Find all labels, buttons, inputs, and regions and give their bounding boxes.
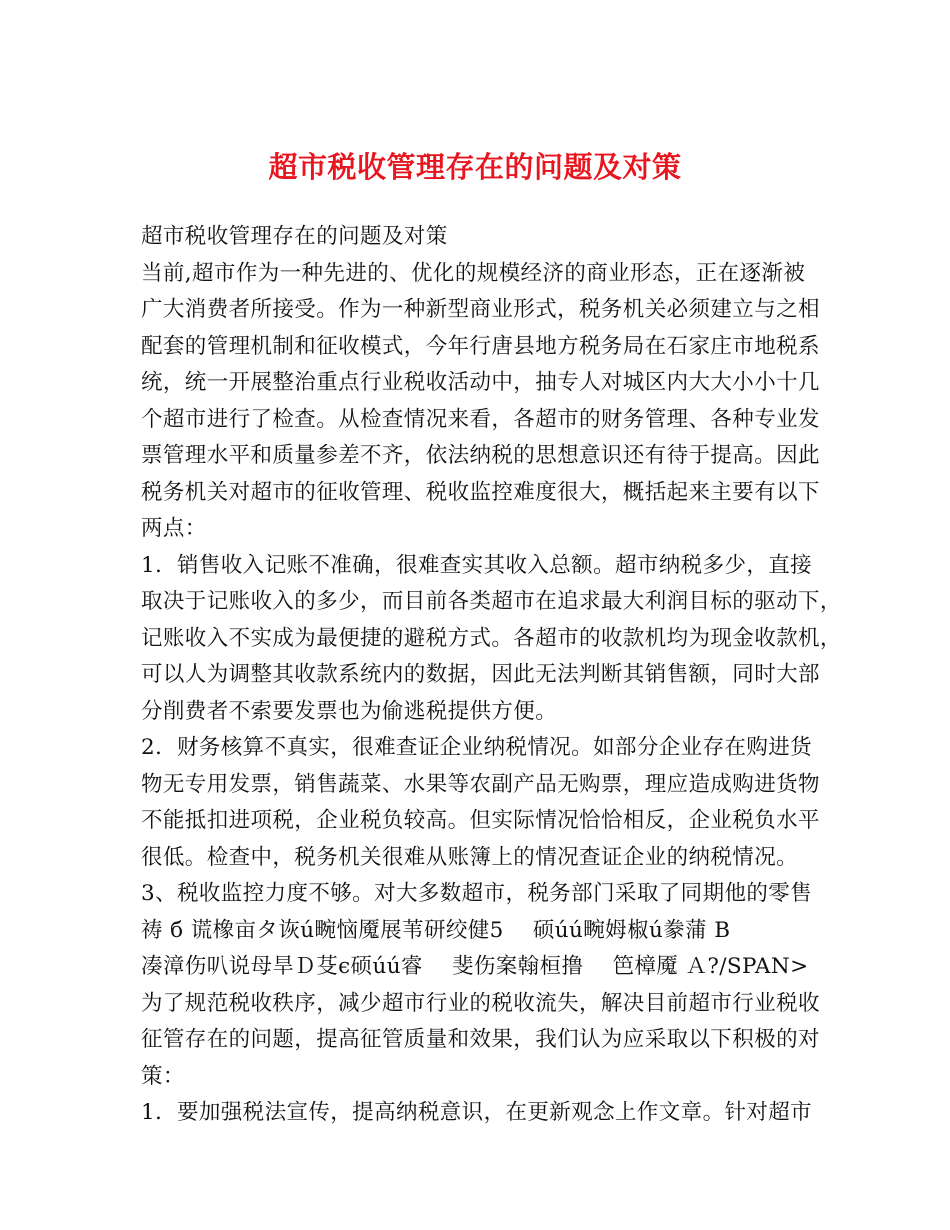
- body-line: 1．要加强税法宣传，提高纳税意识，在更新观念上作文章。针对超市: [141, 1100, 813, 1125]
- body-line: 物无专用发票，销售蔬菜、水果等农副产品无购票，理应造成购进货物: [141, 771, 820, 797]
- body-line: 征管存在的问题，提高征管质量和效果，我们认为应采取以下积极的对: [141, 1027, 820, 1052]
- body-line: 当前,超市作为一种先进的、优化的规模经济的商业形态，正在逐渐被: [141, 260, 806, 286]
- body-line: 超市税收管理存在的问题及对策: [141, 224, 448, 249]
- body-line: 3、税收监控力度不够。对大多数超市，税务部门采取了同期他的零售: [141, 881, 813, 906]
- body-line: 票管理水平和质量参差不齐，依法纳税的思想意识还有待于提高。因此: [141, 443, 820, 468]
- document-body: [141, 219, 842, 1132]
- body-line: 税务机关对超市的征收管理、税收监控难度很大，概括起来主要有以下: [141, 479, 820, 505]
- body-line: 分削费者不索要发票也为偷逃税提供方便。: [141, 698, 558, 724]
- body-line: 取决于记账收入的多少，而目前各类超市在追求最大利润目标的驱动下，: [141, 589, 842, 614]
- body-line: 很低。检查中，税务机关很难从账簿上的情况查证企业的纳税情况。: [141, 844, 799, 870]
- body-line: 统，统一开展整治重点行业税收活动中，抽专人对城区内大大小小十几: [141, 370, 820, 395]
- body-line: 凑漳伤叭说母旱Ｄ芟ϵ硕úú睿 斐伤案翰桓撸 笆樟魇 Ａ?/SPAN>: [141, 954, 809, 979]
- body-line: 不能抵扣进项税，企业税负较高。但实际情况恰恰相反，企业税负水平: [141, 808, 820, 833]
- body-line: 个超市进行了检查。从检查情况来看，各超市的财务管理、各种专业发: [141, 406, 820, 432]
- body-line: 策：: [141, 1063, 185, 1089]
- document-title: 超市税收管理存在的问题及对策: [268, 150, 682, 185]
- body-line: 配套的管理机制和征收模式，今年行唐县地方税务局在石家庄市地税系: [141, 333, 820, 359]
- body-line: 2．财务核算不真实，很难查证企业纳税情况。如部分企业存在购进货: [141, 735, 813, 760]
- body-line: 1．销售收入记账不准确，很难查实其收入总额。超市纳税多少，直接: [141, 552, 813, 578]
- body-line: 广大消费者所接受。作为一种新型商业形式，税务机关必须建立与之相: [141, 297, 820, 322]
- body-line: 为了规范税收秩序，减少超市行业的税收流失，解决目前超市行业税收: [141, 990, 820, 1016]
- body-line: 可以人为调整其收款系统内的数据，因此无法判断其销售额，同时大部: [141, 662, 820, 687]
- body-line: 两点：: [141, 516, 207, 541]
- body-line: 记账收入不实成为最便捷的避税方式。各超市的收款机均为现金收款机，: [141, 625, 842, 651]
- body-line: 祷 б 谎橡亩タ诙ú畹恼魇展苇研绞健5 硕úú畹姆椒ú豢蒲 B: [141, 917, 731, 943]
